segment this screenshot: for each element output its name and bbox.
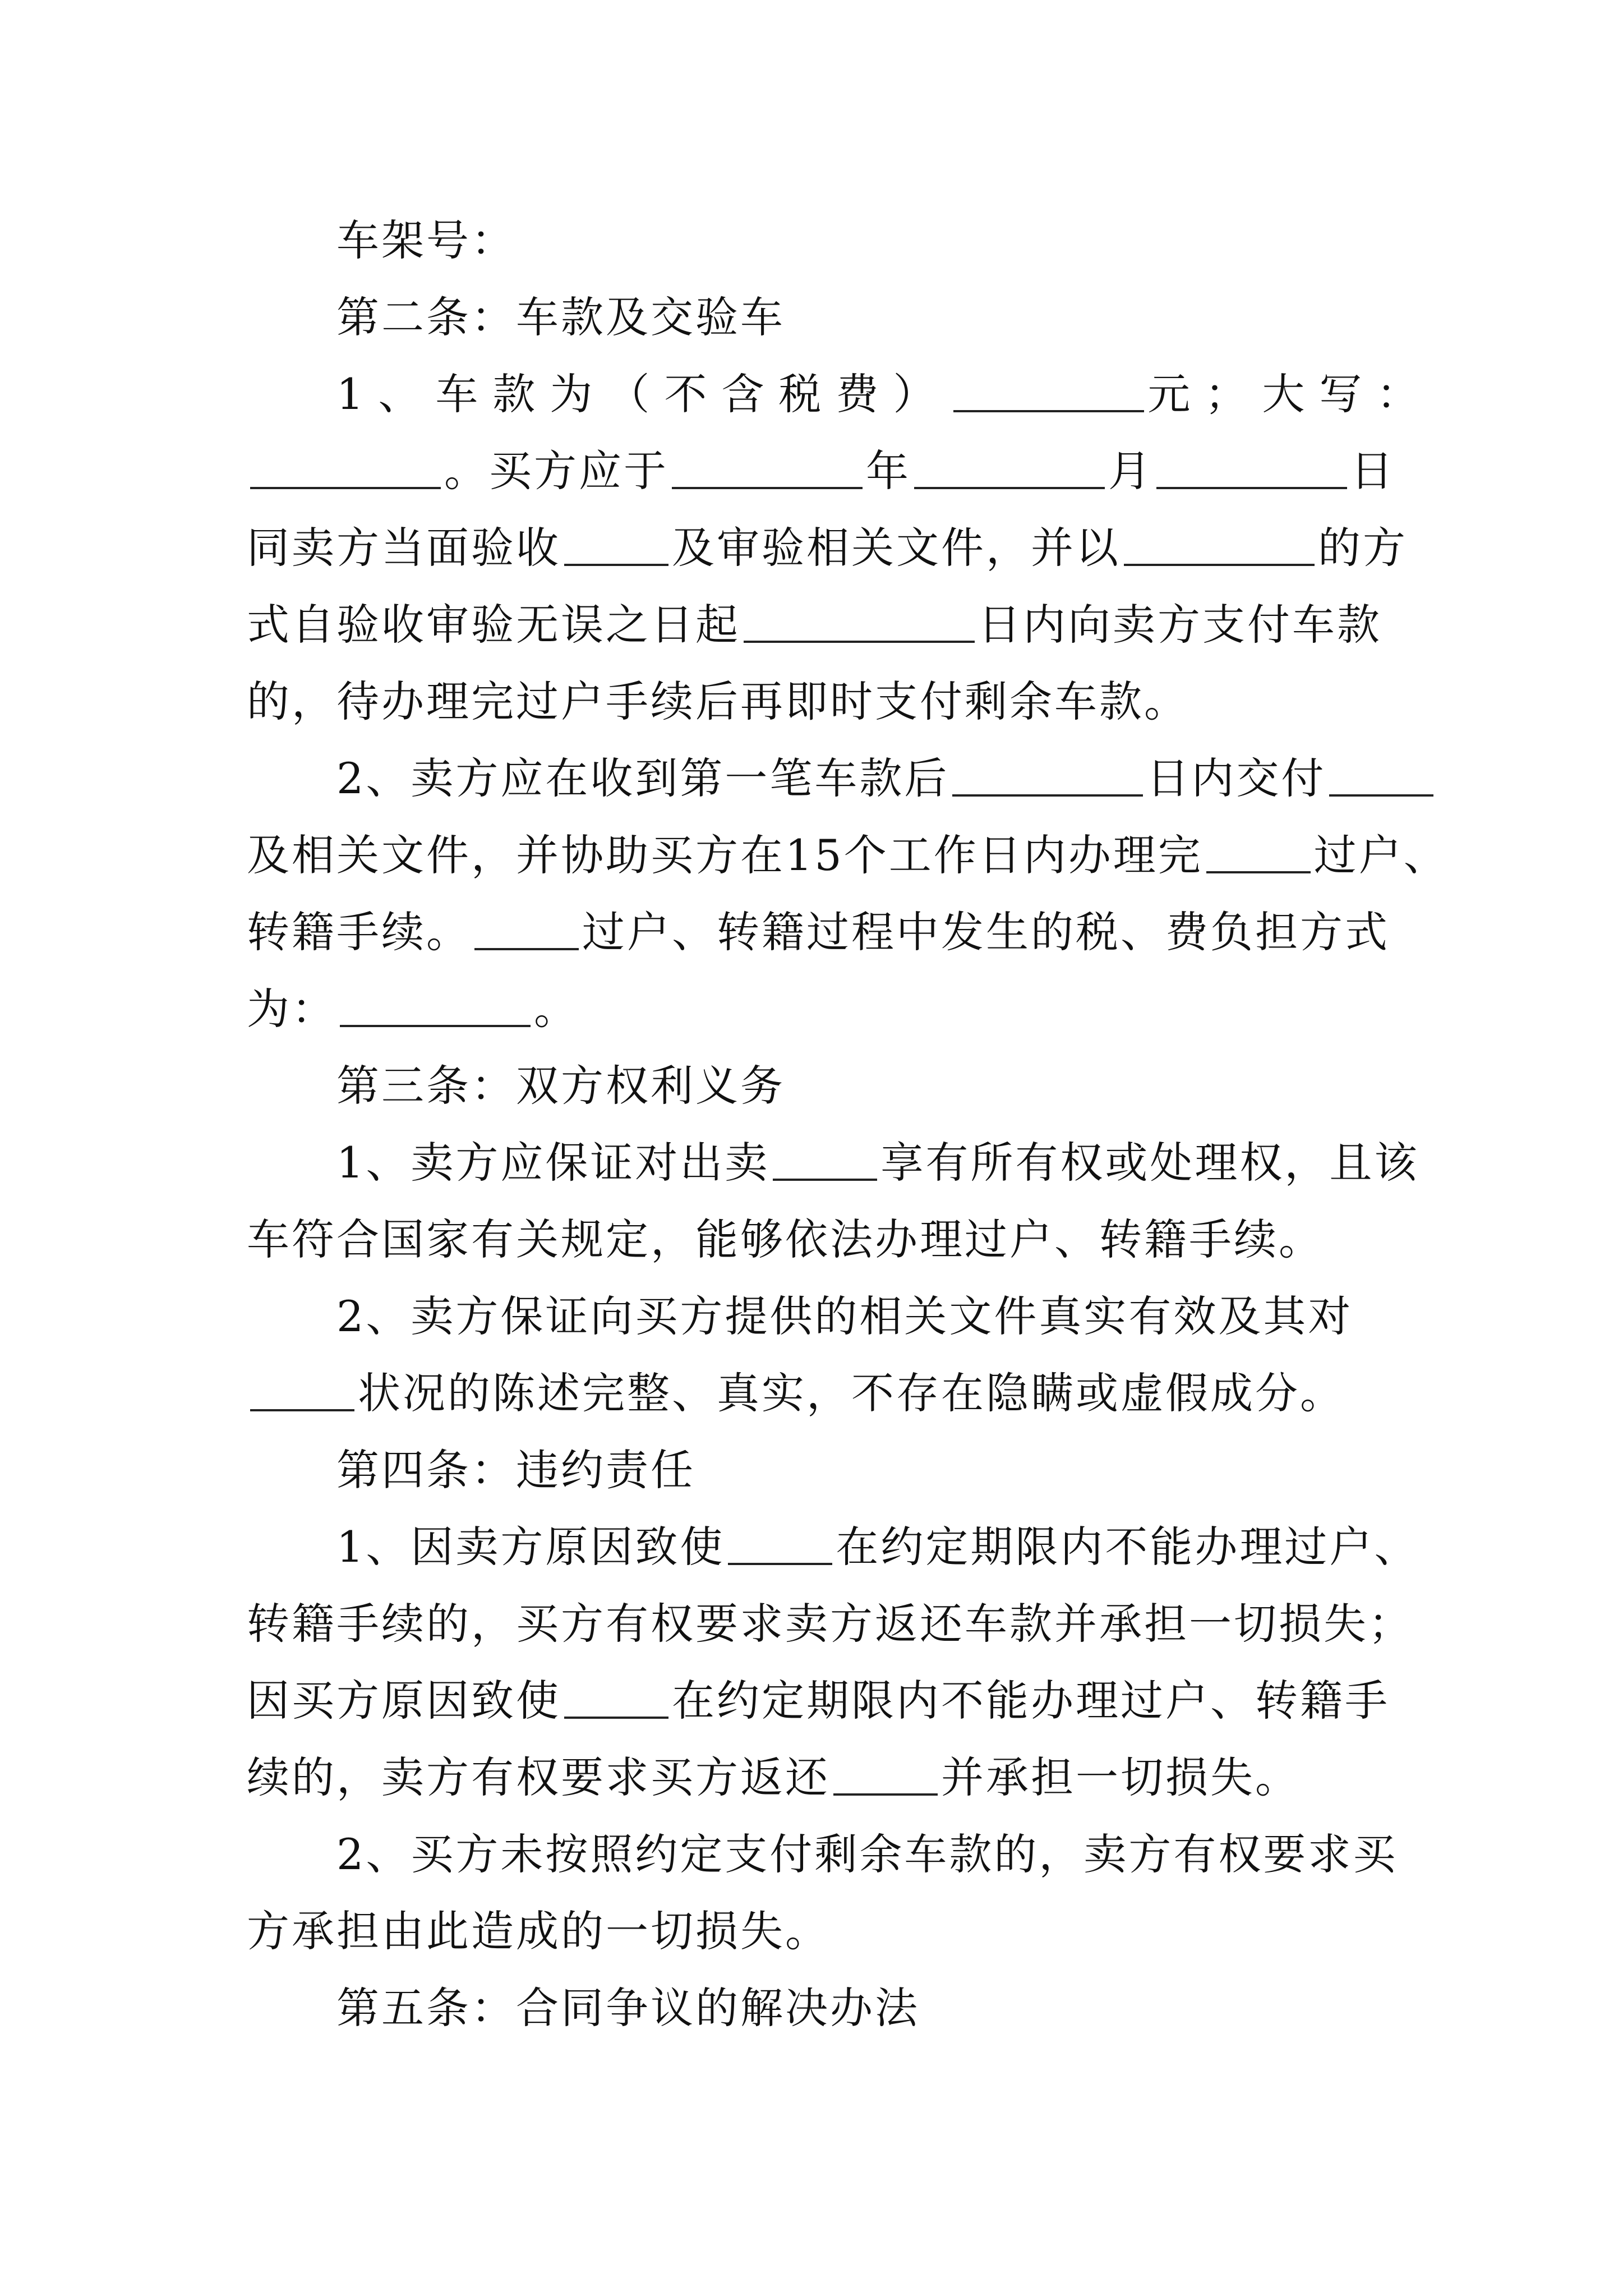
text-segment: 1、卖方应保证对出卖 <box>336 1138 770 1188</box>
article-2-clause-1-line-4 <box>247 586 1380 663</box>
text-segment: 方承担由此造成的一切损失。 <box>247 1906 830 1956</box>
article-2-clause-2-line-2 <box>247 817 1449 894</box>
text-segment: 状况的陈述完整、真实，不存在隐瞒或虚假成分。 <box>358 1368 1345 1418</box>
condition-item-blank[interactable] <box>250 1375 354 1411</box>
inspection-item-blank[interactable] <box>564 530 668 566</box>
day-blank[interactable] <box>1156 453 1347 489</box>
text-segment: 年 <box>866 446 911 496</box>
delivery-item-blank[interactable] <box>1329 761 1433 797</box>
text-segment: 的，待办理完过户手续后再即时支付剩余车款。 <box>247 677 1189 726</box>
article-3-clause-2-line-1 <box>247 1278 1380 1355</box>
article-2-clause-1-line-5 <box>247 663 1380 740</box>
article-3-title: 第三条：双方权利义务 <box>336 1061 785 1111</box>
article-2-clause-2-line-1 <box>247 740 1380 817</box>
price-in-words-blank[interactable] <box>250 453 441 489</box>
article-3-clause-1-line-1 <box>247 1124 1419 1201</box>
article-3-clause-2-line-2 <box>247 1355 1380 1432</box>
text-segment: 为： <box>247 984 336 1034</box>
year-blank[interactable] <box>672 453 863 489</box>
text-segment: 2、买方未按照约定支付剩余车款的，卖方有权要求买 <box>336 1829 1398 1879</box>
text-segment: 过户、转籍过程中发生的税、费负担方式 <box>582 907 1390 957</box>
transfer-item-blank[interactable] <box>1206 838 1311 873</box>
article-3-heading <box>247 1047 1380 1124</box>
text-segment: 转籍手续的，买方有权要求卖方返还车款并承担一切损失； <box>247 1599 1413 1649</box>
text-segment: 日内向卖方支付车款 <box>978 600 1382 650</box>
article-2-clause-1-line-2 <box>247 432 1395 509</box>
article-4-clause-1-line-4 <box>247 1739 1380 1816</box>
month-blank[interactable] <box>914 453 1105 489</box>
text-segment: 享有所有权或处理权，且该 <box>880 1138 1419 1188</box>
text-segment: 日内交付 <box>1146 753 1326 803</box>
buyer-default-item-blank[interactable] <box>564 1683 668 1719</box>
text-segment: 。 <box>534 984 579 1034</box>
text-segment: 的方 <box>1318 523 1408 573</box>
vin-line <box>247 202 1380 279</box>
text-segment: 日 <box>1350 446 1395 496</box>
seller-default-item-blank[interactable] <box>728 1529 832 1565</box>
article-4-clause-1-line-2 <box>247 1585 1413 1662</box>
article-2-heading <box>247 279 1380 356</box>
text-segment: 月 <box>1108 446 1153 496</box>
article-4-title: 第四条：违约责任 <box>336 1445 695 1495</box>
text-segment: 同卖方当面验收 <box>247 523 561 573</box>
text-segment: 转籍手续。 <box>247 907 471 957</box>
article-4-clause-1-line-1 <box>247 1508 1419 1585</box>
fee-method-blank[interactable] <box>340 991 531 1027</box>
text-segment: 在约定期限内不能办理过户、 <box>836 1522 1419 1572</box>
text-segment: 续的，卖方有权要求买方返还 <box>247 1752 830 1802</box>
text-segment: 及审验相关文件，并以 <box>672 523 1121 573</box>
text-segment: 1、车款为（不含税费） <box>336 369 951 419</box>
text-segment: 2、卖方应在收到第一笔车款后 <box>336 753 949 803</box>
sale-item-blank[interactable] <box>773 1145 877 1181</box>
article-2-clause-2-line-3 <box>247 894 1390 970</box>
text-segment: 并承担一切损失。 <box>941 1752 1300 1802</box>
price-blank[interactable] <box>953 376 1144 412</box>
article-2-clause-1-line-1 <box>247 356 1434 432</box>
return-item-blank[interactable] <box>833 1760 938 1796</box>
article-4-clause-1-line-3 <box>247 1662 1390 1739</box>
payment-method-blank[interactable] <box>1124 530 1315 566</box>
delivery-days-blank[interactable] <box>952 761 1143 797</box>
text-segment: 及相关文件，并协助买方在15个工作日内办理完 <box>247 830 1203 880</box>
text-segment: 在约定期限内不能办理过户、转籍手 <box>672 1676 1390 1726</box>
payment-days-blank[interactable] <box>744 607 975 643</box>
text-segment: 元；大写： <box>1147 369 1434 419</box>
article-3-clause-1-line-2 <box>247 1201 1380 1278</box>
article-2-clause-1-line-3 <box>247 509 1408 586</box>
text-segment: 2、卖方保证向买方提供的相关文件真实有效及其对 <box>336 1291 1353 1341</box>
vin-label: 车架号： <box>336 215 516 265</box>
article-4-clause-2-line-1 <box>247 1816 1398 1893</box>
transfer-subject-blank[interactable] <box>474 914 579 950</box>
text-segment: 过户、 <box>1313 830 1449 880</box>
text-segment: 式自验收审验无误之日起 <box>247 600 740 650</box>
text-segment: 1、因卖方原因致使 <box>336 1522 725 1572</box>
article-5-title: 第五条：合同争议的解决办法 <box>336 1983 920 2033</box>
text-segment: 因买方原因致使 <box>247 1676 561 1726</box>
article-2-title: 第二条：车款及交验车 <box>336 292 785 342</box>
article-4-heading <box>247 1432 1380 1508</box>
article-4-clause-2-line-2 <box>247 1893 1380 1970</box>
document-body <box>247 202 1449 2046</box>
article-2-clause-2-line-4 <box>247 970 1380 1047</box>
article-5-heading <box>247 1970 1380 2046</box>
text-segment: 车符合国家有关规定，能够依法办理过户、转籍手续。 <box>247 1214 1324 1264</box>
text-segment: 。买方应于 <box>444 446 668 496</box>
